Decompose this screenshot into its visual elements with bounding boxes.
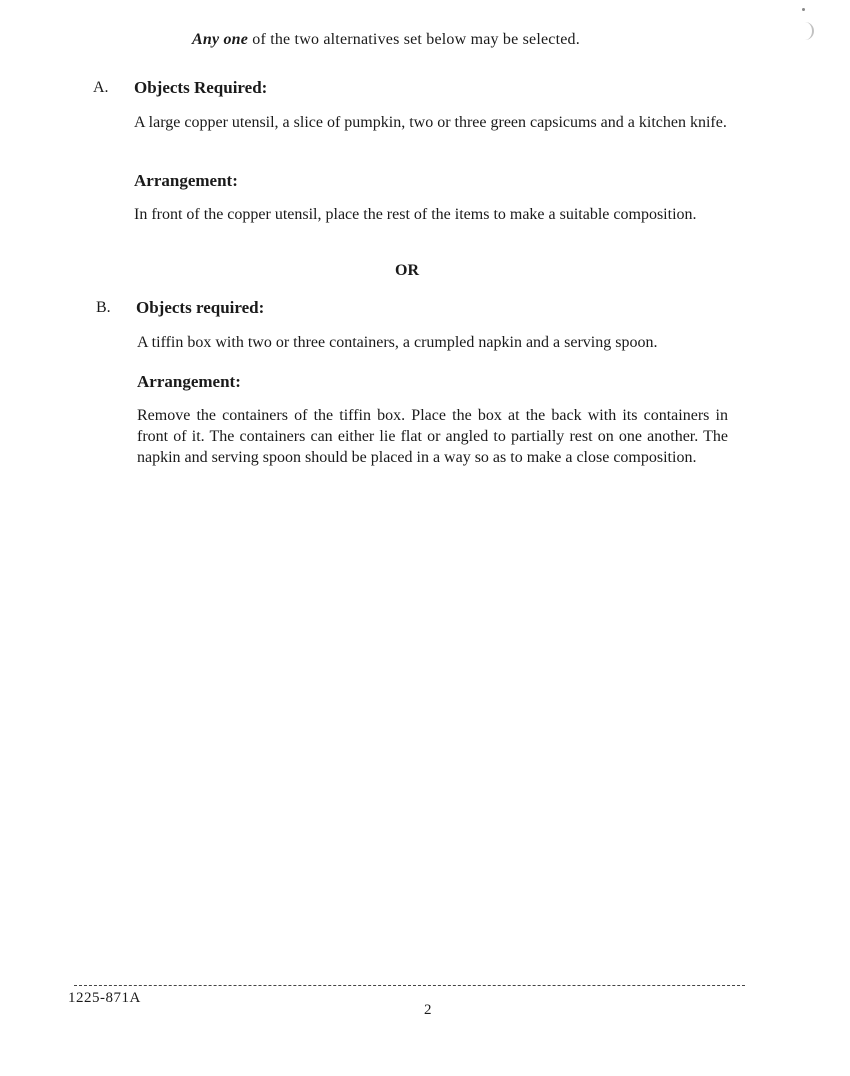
or-separator-text: OR — [395, 262, 419, 279]
or-separator — [0, 262, 850, 280]
alternative-b-arrangement-heading: Arrangement: — [137, 372, 241, 391]
page-number: 2 — [424, 1002, 432, 1018]
footer-code: 1225-871A — [68, 990, 141, 1006]
footer-divider — [74, 985, 745, 986]
alternative-a-marker: A. — [93, 79, 109, 96]
alternative-a-objects-text: A large copper utensil, a slice of pumpkin, two or three green capsicums and a kitchen knife. — [134, 114, 727, 131]
alternative-b-arrangement-text: Remove the containers of the tiffin box. Place the box at the back with its containers in front of it. The containers can either lie flat or angled to partially rest on one another. The napkin and serving spoon should be placed in a way so as to make a close composition. — [137, 407, 728, 466]
alternative-a-objects-heading: Objects Required: — [134, 78, 268, 97]
intro-emphasis: Any one — [192, 31, 249, 48]
intro-instruction — [192, 31, 580, 49]
intro-rest: of the two alternatives set below may be selected. — [248, 31, 580, 48]
scan-mark — [802, 22, 814, 40]
scan-speck — [802, 8, 805, 11]
alternative-b-objects-heading: Objects required: — [136, 298, 265, 317]
alternative-a-arrangement-heading: Arrangement: — [134, 171, 238, 190]
alternative-a-arrangement-text: In front of the copper utensil, place the rest of the items to make a suitable composition. — [134, 206, 697, 223]
alternative-b-marker: B. — [96, 299, 111, 316]
alternative-b-objects-text: A tiffin box with two or three containers, a crumpled napkin and a serving spoon. — [137, 334, 658, 351]
